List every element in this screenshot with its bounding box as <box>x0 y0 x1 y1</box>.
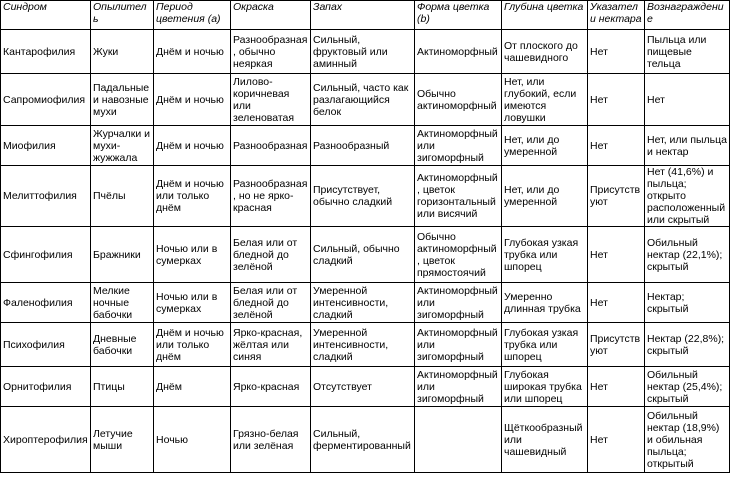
table-row <box>1 126 730 166</box>
table-cell: Сильный, ферментированный <box>311 407 415 473</box>
table-cell: Нет <box>588 30 645 74</box>
table-cell: Присутствуют <box>588 166 645 227</box>
table-cell: Ночью или в сумерках <box>154 283 231 323</box>
table-cell: Актиноморфный, цветок горизонтальный или висячий <box>415 166 502 227</box>
table-cell: Мелиттофилия <box>1 166 91 227</box>
table-cell: Актиноморфный <box>415 30 502 74</box>
table-row <box>1 166 730 227</box>
table-cell <box>415 407 502 473</box>
table-cell: Ночью или в сумерках <box>154 227 231 283</box>
table-cell: Щёткообразный или чашевидный <box>502 407 588 473</box>
header-flower-depth: Глубина цветка <box>502 1 588 30</box>
table-cell: Сильный, обычно сладкий <box>311 227 415 283</box>
table-cell: Нет <box>588 283 645 323</box>
table-cell: Сильный, фруктовый или аминный <box>311 30 415 74</box>
table-cell: Орнитофилия <box>1 367 91 407</box>
table-cell: Нет <box>588 367 645 407</box>
table-cell: Журчалки и мухи-жужжала <box>91 126 154 166</box>
table-cell: Летучие мыши <box>91 407 154 473</box>
table-cell: Мелкие ночные бабочки <box>91 283 154 323</box>
table-cell: Жуки <box>91 30 154 74</box>
header-syndrome: Синдром <box>1 1 91 30</box>
table-cell: Сапромиофилия <box>1 74 91 126</box>
table-cell: Грязно-белая или зелёная <box>231 407 311 473</box>
table-cell: Нет, или до умеренной <box>502 166 588 227</box>
table-cell: Ярко-красная, жёлтая или синяя <box>231 323 311 367</box>
header-scent: Запах <box>311 1 415 30</box>
header-flowering-period: Период цветения (a) <box>154 1 231 30</box>
table-cell: Ночью <box>154 407 231 473</box>
table-cell: Обильный нектар (22,1%); скрытый <box>645 227 730 283</box>
table-cell: Обычно актиноморфный, цветок прямостоячий <box>415 227 502 283</box>
table-row <box>1 30 730 74</box>
table-cell: Умеренной интенсивности, сладкий <box>311 283 415 323</box>
table-cell: Обильный нектар (18,9%) и обильная пыльца; открытый <box>645 407 730 473</box>
header-reward: Вознаграждение <box>645 1 730 30</box>
table-row <box>1 367 730 407</box>
table-cell: Лилово-коричневая или зеленоватая <box>231 74 311 126</box>
table-cell: Днём <box>154 367 231 407</box>
table-cell: Днём и ночью <box>154 30 231 74</box>
table-row <box>1 283 730 323</box>
table-cell: Нет, или до умеренной <box>502 126 588 166</box>
table-cell: Сфингофилия <box>1 227 91 283</box>
table-row <box>1 407 730 473</box>
table-cell: Разнообразный <box>311 126 415 166</box>
table-cell: Днём и ночью или только днём <box>154 166 231 227</box>
table-cell: Хироптерофилия <box>1 407 91 473</box>
table-cell: Нет, или глубокий, если имеются ловушки <box>502 74 588 126</box>
table-cell: Присутствуют <box>588 323 645 367</box>
table-cell: Обычно актиноморфный <box>415 74 502 126</box>
table-cell: Нектар (22,8%); скрытый <box>645 323 730 367</box>
table-cell: Птицы <box>91 367 154 407</box>
table-cell: Нет <box>588 227 645 283</box>
table-row <box>1 323 730 367</box>
table-cell: Миофилия <box>1 126 91 166</box>
header-nectar-guides: Указатели нектара <box>588 1 645 30</box>
table-cell: Умеренно длинная трубка <box>502 283 588 323</box>
table-cell: Глубокая широкая трубка или шпорец <box>502 367 588 407</box>
table-cell: Падальные и навозные мухи <box>91 74 154 126</box>
table-cell: Присутствует, обычно сладкий <box>311 166 415 227</box>
table-cell: Разнообразная, но не ярко-красная <box>231 166 311 227</box>
table-cell: Разнообразная, обычно неяркая <box>231 30 311 74</box>
table-cell: Ярко-красная <box>231 367 311 407</box>
table-cell: Днём и ночью <box>154 126 231 166</box>
table-cell: От плоского до чашевидного <box>502 30 588 74</box>
header-color: Окраска <box>231 1 311 30</box>
table-row <box>1 227 730 283</box>
table-cell: Нектар; скрытый <box>645 283 730 323</box>
table-cell: Отсутствует <box>311 367 415 407</box>
header-row <box>1 1 730 30</box>
table-row <box>1 74 730 126</box>
table-cell: Актиноморфный или зигоморфный <box>415 323 502 367</box>
table-cell: Сильный, часто как разлагающийся белок <box>311 74 415 126</box>
table-cell: Нет, или пыльца и нектар <box>645 126 730 166</box>
table-cell: Разнообразная <box>231 126 311 166</box>
table-cell: Белая или от бледной до зелёной <box>231 283 311 323</box>
table-cell: Дневные бабочки <box>91 323 154 367</box>
header-pollinator: Опылитель <box>91 1 154 30</box>
table-cell: Глубокая узкая трубка или шпорец <box>502 227 588 283</box>
table-cell: Белая или от бледной до зелёной <box>231 227 311 283</box>
table-cell: Обильный нектар (25,4%); скрытый <box>645 367 730 407</box>
table-cell: Пчёлы <box>91 166 154 227</box>
table-cell: Днём и ночью <box>154 74 231 126</box>
table-cell: Актиноморфный или зигоморфный <box>415 283 502 323</box>
table-cell: Пыльца или пищевые тельца <box>645 30 730 74</box>
table-cell: Глубокая узкая трубка или шпорец <box>502 323 588 367</box>
header-flower-shape: Форма цветка (b) <box>415 1 502 30</box>
table-cell: Актиноморфный или зигоморфный <box>415 367 502 407</box>
table-cell: Бражники <box>91 227 154 283</box>
table-cell: Днём и ночью или только днём <box>154 323 231 367</box>
table-cell: Нет <box>645 74 730 126</box>
table-cell: Актиноморфный или зигоморфный <box>415 126 502 166</box>
table-cell: Умеренной интенсивности, сладкий <box>311 323 415 367</box>
table-cell: Нет <box>588 74 645 126</box>
table-cell: Нет (41,6%) и пыльца; открыто расположенный или скрытый <box>645 166 730 227</box>
table-cell: Кантарофилия <box>1 30 91 74</box>
table-cell: Фаленофилия <box>1 283 91 323</box>
table-cell: Нет <box>588 126 645 166</box>
table-cell: Нет <box>588 407 645 473</box>
table-cell: Психофилия <box>1 323 91 367</box>
